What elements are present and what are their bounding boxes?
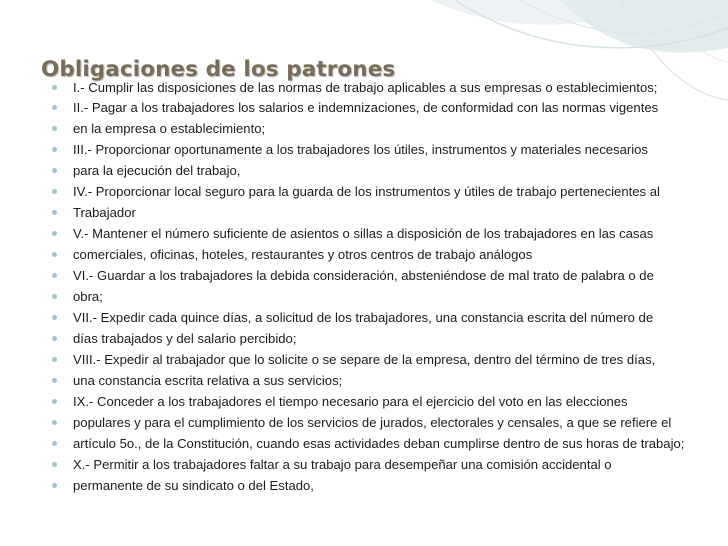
- bullet-dot-icon: [52, 462, 57, 467]
- bullet-text: I.- Cumplir las disposiciones de las normas de trabajo aplicables a sus empresas o establecimientos;: [73, 80, 658, 95]
- bullet-text: VI.- Guardar a los trabajadores la debida consideración, absteniéndose de mal trato de palabra o de: [73, 268, 654, 283]
- bullet-dot-icon: [52, 210, 57, 215]
- bullet-dot-icon: [52, 441, 57, 446]
- bullet-text: populares y para el cumplimiento de los servicios de jurados, electorales y censales, a que se refiere el: [73, 415, 672, 430]
- bullet-text: IV.- Proporcionar local seguro para la guarda de los instrumentos y útiles de trabajo pertenecientes al: [73, 184, 660, 199]
- bullet-dot-icon: [52, 105, 57, 110]
- bullet-dot-icon: [52, 273, 57, 278]
- bullet-dot-icon: [52, 294, 57, 299]
- bullet-text: una constancia escrita relativa a sus servicios;: [73, 373, 343, 388]
- bullet-text: en la empresa o establecimiento;: [73, 121, 266, 136]
- bullet-dot-icon: [52, 147, 57, 152]
- bullet-dot-icon: [52, 85, 57, 90]
- bullet-text: III.- Proporcionar oportunamente a los trabajadores los útiles, instrumentos y materiales necesarios: [73, 142, 648, 157]
- bullet-text: X.- Permitir a los trabajadores faltar a su trabajo para desempeñar una comisión accidental o: [73, 457, 612, 472]
- bullet-text: VII.- Expedir cada quince días, a solicitud de los trabajadores, una constancia escrita del número de: [73, 310, 654, 325]
- bullet-text: Trabajador: [73, 205, 136, 220]
- bullet-text: IX.- Conceder a los trabajadores el tiempo necesario para el ejercicio del voto en las elecciones: [73, 394, 628, 409]
- bullet-dot-icon: [52, 483, 57, 488]
- bullet-text: para la ejecución del trabajo,: [73, 163, 241, 178]
- bullet-text: II.- Pagar a los trabajadores los salarios e indemnizaciones, de conformidad con las normas vigentes: [73, 100, 659, 115]
- bullet-dot-icon: [52, 231, 57, 236]
- bullet-dot-icon: [52, 168, 57, 173]
- bullet-dot-icon: [52, 399, 57, 404]
- bullet-dot-icon: [52, 357, 57, 362]
- slide-title: Obligaciones de los patrones: [41, 57, 396, 82]
- bullet-text: días trabajados y del salario percibido;: [73, 331, 297, 346]
- bullet-dot-icon: [52, 378, 57, 383]
- bullet-text: V.- Mantener el número suficiente de asientos o sillas a disposición de los trabajadores en las casas: [73, 226, 654, 241]
- bullet-dot-icon: [52, 189, 57, 194]
- bullet-dot-icon: [52, 336, 57, 341]
- bullet-text: comerciales, oficinas, hoteles, restaurantes y otros centros de trabajo análogos: [73, 247, 533, 262]
- bullet-text: VIII.- Expedir al trabajador que lo solicite o se separe de la empresa, dentro del término de tres días,: [73, 352, 656, 367]
- bullet-dot-icon: [52, 420, 57, 425]
- bullet-text: obra;: [73, 289, 103, 304]
- bullet-dot-icon: [52, 252, 57, 257]
- bullet-dot-icon: [52, 126, 57, 131]
- bullet-text: artículo 5o., de la Constitución, cuando esas actividades deban cumplirse dentro de sus horas de trabajo;: [73, 436, 685, 451]
- bullet-text: permanente de su sindicato o del Estado,: [73, 478, 314, 493]
- bullet-dot-icon: [52, 315, 57, 320]
